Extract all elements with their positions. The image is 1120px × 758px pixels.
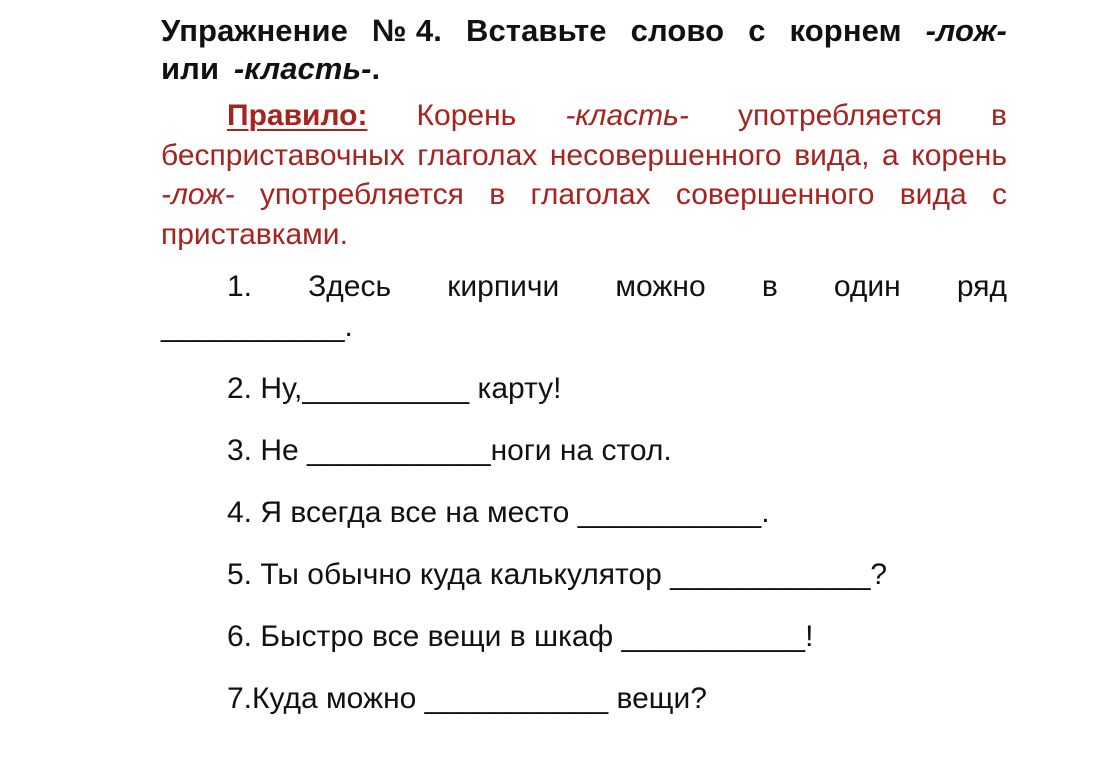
exercise-item-5: 5. Ты обычно куда калькулятор ____________? — [227, 558, 888, 591]
rule-text-2: употребляется в бесприставочных глаголах несовершенного вида, а корень — [161, 99, 1007, 172]
exercise-1-word: один — [833, 270, 901, 303]
exercise-item-3: 3. Не ___________ноги на стол. — [227, 434, 672, 467]
exercise-1-word: Здесь — [308, 270, 392, 303]
exercise-item-7: 7.Куда можно ___________ вещи? — [227, 682, 707, 715]
heading-root-lozh: -лож- — [925, 13, 1007, 48]
rule-paragraph — [161, 96, 1007, 254]
worksheet-page — [161, 12, 1007, 719]
rule-root-klast: -класть- — [565, 99, 689, 132]
exercise-item-1-line-1 — [161, 267, 1007, 307]
heading-period: . — [371, 51, 381, 86]
exercise-1-blank[interactable]: ___________. — [161, 310, 353, 343]
heading-text: Упражнение №4. Вставьте слово с корнем — [161, 13, 926, 48]
exercise-heading — [161, 12, 1007, 88]
exercise-1-word: ряд — [956, 270, 1007, 303]
exercise-1-word: 1. — [227, 270, 253, 303]
rule-root-lozh: -лож- — [161, 178, 235, 211]
exercise-item-6: 6. Быстро все вещи в шкаф ___________! — [227, 620, 814, 653]
exercise-1-word: в — [761, 270, 778, 303]
exercise-item-1 — [161, 267, 1007, 347]
heading-connector: или — [161, 51, 234, 86]
exercise-item-2: 2. Ну,__________ карту! — [227, 372, 562, 405]
exercise-1-word: можно — [615, 270, 706, 303]
rule-text-1: Корень — [367, 99, 566, 132]
exercise-item-4: 4. Я всегда все на место ___________. — [227, 496, 770, 529]
exercise-1-word: кирпичи — [447, 270, 560, 303]
rule-label: Правило: — [227, 99, 368, 132]
rule-text-3: употребляется в глаголах совершенного вида с приставками. — [161, 178, 1007, 251]
heading-root-klast: -класть- — [233, 51, 372, 86]
